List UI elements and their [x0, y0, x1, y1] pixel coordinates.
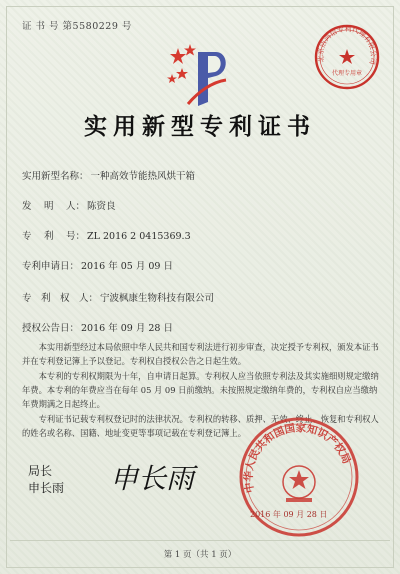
field-value: 2016 年 05 月 09 日 [81, 261, 173, 272]
field-inventor [22, 198, 116, 212]
page-number: 第 1 页（共 1 页） [163, 550, 237, 560]
official-seal-text: 中华人民共和国国家知识产权局 [242, 422, 353, 494]
svg-text:申长雨: 申长雨 [110, 462, 195, 495]
field-patentee [22, 290, 214, 304]
field-label: 专利申请日： [22, 261, 80, 272]
footer-rule [10, 540, 390, 541]
field-value: 宁波枫康生物科技有限公司 [100, 293, 215, 304]
field-value: 2016 年 09 月 28 日 [81, 323, 173, 334]
field-value: 陈资良 [87, 201, 116, 212]
paragraph-grant: 本实用新型经过本局依照中华人民共和国专利法进行初步审查，决定授予专利权，颁发本证书并在专利登记簿上予以登记。专利权自授权公告之日起生效。 [22, 342, 379, 366]
field-value: 一种高效节能热风烘干箱 [90, 171, 196, 182]
field-label: 专 利 号： [22, 231, 86, 242]
agency-seal-center: 代理专用章 [331, 70, 363, 77]
agency-seal-text: 北京洁鸿信专利代理有限公司 [316, 25, 378, 66]
field-label: 发 明 人： [22, 201, 86, 212]
field-value: ZL 2016 2 0415369.3 [87, 231, 191, 242]
patent-office-logo-icon [168, 42, 232, 110]
field-label: 专 利 权 人： [22, 293, 99, 304]
official-seal-icon [236, 414, 362, 540]
agency-seal-icon [312, 22, 382, 92]
field-label: 授权公告日： [22, 323, 80, 334]
field-patent-number [22, 228, 191, 242]
seal-date: 2016 年 09 月 28 日 [250, 510, 328, 519]
director-title: 局长 [28, 464, 53, 478]
paragraph-term: 本专利的专利权期限为十年，自申请日起算。专利权人应当依照专利法及其实施细则规定缴纳年费。本专利的年费应当在每年 05 月 09 日前缴纳。未按照规定缴纳年费的，专利权自应当缴纳年费期满之日起终止。 [22, 371, 379, 409]
certificate-number: 证 书 号 第5580229 号 [22, 21, 132, 32]
field-label: 实用新型名称： [22, 171, 89, 182]
field-publication-date [22, 320, 173, 334]
paragraph-legal-status: 专利证书记载专利权登记时的法律状况。专利权的转移、质押、无效、终止、恢复和专利权人的姓名或名称、国籍、地址变更等事项记载在专利登记簿上。 [22, 414, 379, 438]
field-utility-model-name [22, 168, 195, 182]
certificate-title: 实用新型专利证书 [84, 113, 316, 140]
field-application-date [22, 258, 173, 272]
director-name: 申长雨 [28, 481, 65, 495]
director-signature [108, 456, 195, 498]
